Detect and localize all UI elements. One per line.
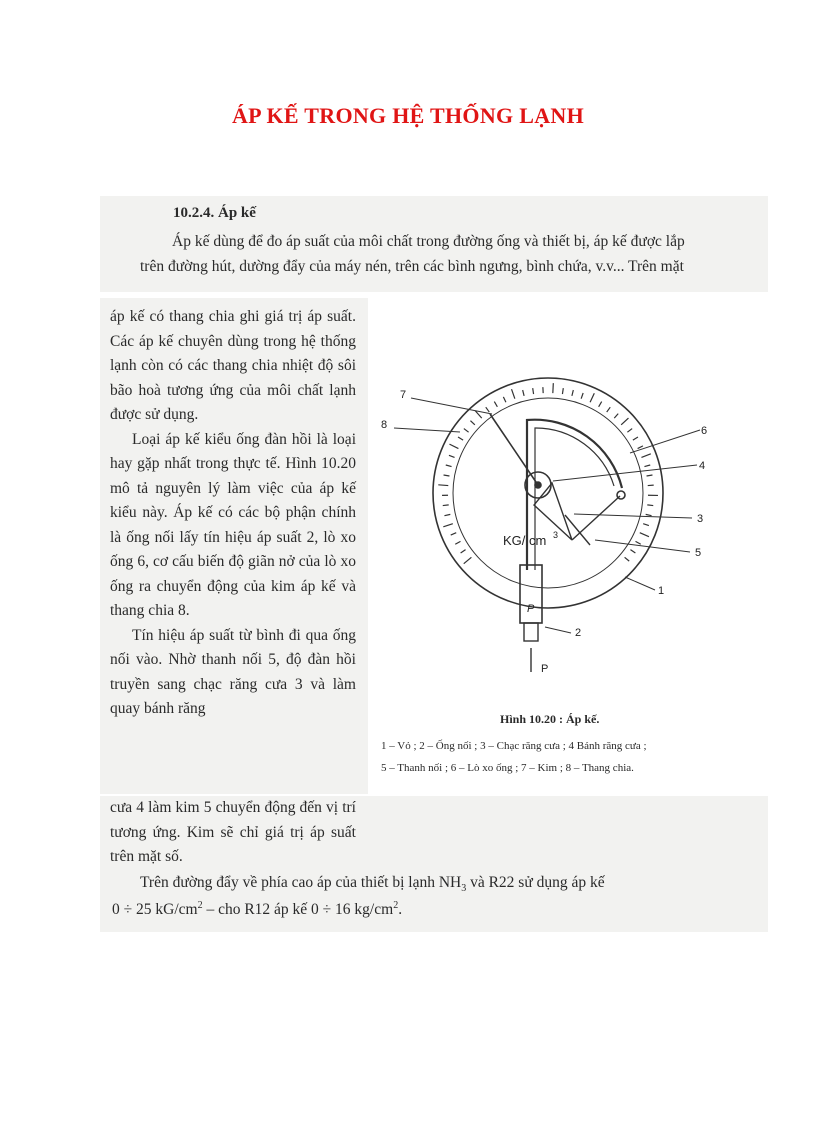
gauge-pointer <box>490 414 538 485</box>
scale-tick <box>451 533 457 535</box>
scale-tick <box>455 541 460 544</box>
paragraph-4: cưa 4 làm kim 5 chuyển động đến vị trí tương ứng. Kim sẽ chỉ giá trị áp suất trên mặt số. <box>110 799 356 865</box>
scale-tick <box>621 418 628 425</box>
label-5: 5 <box>695 547 702 559</box>
scale-tick <box>503 397 506 402</box>
scale-tick <box>630 550 635 553</box>
scale-tick <box>572 390 573 396</box>
final-line-2: 0 ÷ 25 $kG/cm^2$ – cho R12 áp kế 0 ÷ 16 $kg/cm^2$. <box>112 900 403 919</box>
scale-tick <box>443 524 453 527</box>
scale-tick <box>614 414 618 418</box>
label-2: 2 <box>575 627 582 639</box>
scale-tick <box>627 429 632 433</box>
scale-tick <box>449 444 458 448</box>
scale-tick <box>443 505 449 506</box>
scale-tick <box>625 557 630 561</box>
scale-tick <box>607 407 611 412</box>
scale-tick <box>523 390 524 396</box>
scale-tick <box>643 524 649 526</box>
intro-line-1: Áp kế dùng để đo áp suất của môi chất trong đường ống và thiết bị, áp kế được lắp <box>172 233 685 250</box>
page-title: ÁP KẾ TRONG HỆ THỐNG LẠNH <box>231 103 585 128</box>
scale-tick <box>636 541 641 544</box>
scale-tick <box>464 557 472 563</box>
scale-tick <box>590 393 594 402</box>
scale-tick <box>444 475 450 476</box>
figure-caption: Hình 10.20 : Áp kế. <box>500 712 600 726</box>
scale-tick <box>512 389 515 398</box>
label-3: 3 <box>697 513 704 525</box>
scale-tick <box>640 533 649 537</box>
label-1: 1 <box>658 585 665 597</box>
paragraph-2: Loại áp kế kiểu ống đàn hồi là loại hay gặp nhất trong thực tế. Hình 10.20 mô tả nguyên lý làm việc của áp kế kiểu này. Áp kế có các bộ phận chính là ống nối lấy tín hiệu áp suất 2, lò xo ống 6, cơ cấu biến độ giãn nở của lò xo ống ra chuyển động của kim áp kế và thang chia 8. <box>110 430 356 619</box>
connecting-link <box>572 496 620 540</box>
scale-tick <box>647 475 653 476</box>
unit-label: KG/ cm <box>503 533 547 548</box>
intro-line-2: trên đường hút, dường đẩy của máy nén, trên các bình ngưng, bình chứa, v.v... Trên mặt <box>140 258 684 275</box>
label-8: 8 <box>381 419 388 431</box>
scale-tick <box>641 454 650 458</box>
gauge-drawing <box>394 378 700 672</box>
scale-tick <box>599 402 602 407</box>
label-6: 6 <box>701 425 708 437</box>
scale-tick <box>458 437 463 440</box>
paragraph-1: áp kế có thang chia ghi giá trị áp suất. Các áp kế chuyên dùng trong hệ thống lạnh còn có các thang chia nhiệt độ sôi bão hoà tương ứng của môi chất lạnh được sử dụng. <box>110 308 356 423</box>
section-heading: 10.2.4. Áp kế <box>173 205 256 221</box>
inlet-symbol: P <box>527 603 535 615</box>
scale-tick <box>438 485 448 486</box>
scale-tick <box>461 550 466 553</box>
figure-legend-line-1: 1 – Vỏ ; 2 – Ống nối ; 3 – Chạc răng cưa ; 4 Bánh răng cưa ; <box>381 740 647 752</box>
scale-tick <box>470 421 474 425</box>
label-4: 4 <box>699 460 706 472</box>
scale-tick <box>446 465 452 467</box>
scale-tick <box>449 455 455 457</box>
scale-tick <box>533 388 534 394</box>
label-7: 7 <box>400 389 407 401</box>
scale-tick <box>647 505 653 506</box>
pressure-label: P <box>541 663 549 675</box>
figure-legend-line-2: 5 – Thanh nối ; 6 – Lò xo ống ; 7 – Kim ; 8 – Thang chia. <box>381 762 634 774</box>
scale-tick <box>638 446 643 449</box>
scale-tick <box>644 465 650 467</box>
scale-tick <box>486 407 490 412</box>
paragraph-3: Tín hiệu áp suất từ bình đi qua ống nối vào. Nhờ thanh nối 5, độ đàn hồi truyền sang chạc răng cưa 3 và làm quay bánh răng <box>110 626 356 717</box>
final-line-1: Trên đường đẩy về phía cao áp của thiết bị lạnh $NH_3$ và R22 sử dụng áp kế <box>140 874 605 895</box>
scale-tick <box>633 437 638 440</box>
scale-tick <box>444 514 450 515</box>
scale-tick <box>494 402 497 407</box>
scale-tick <box>562 388 563 394</box>
scale-tick <box>581 393 583 399</box>
scale-tick <box>646 514 652 515</box>
unit-exponent: 3 <box>553 530 559 540</box>
scale-tick <box>464 429 469 433</box>
